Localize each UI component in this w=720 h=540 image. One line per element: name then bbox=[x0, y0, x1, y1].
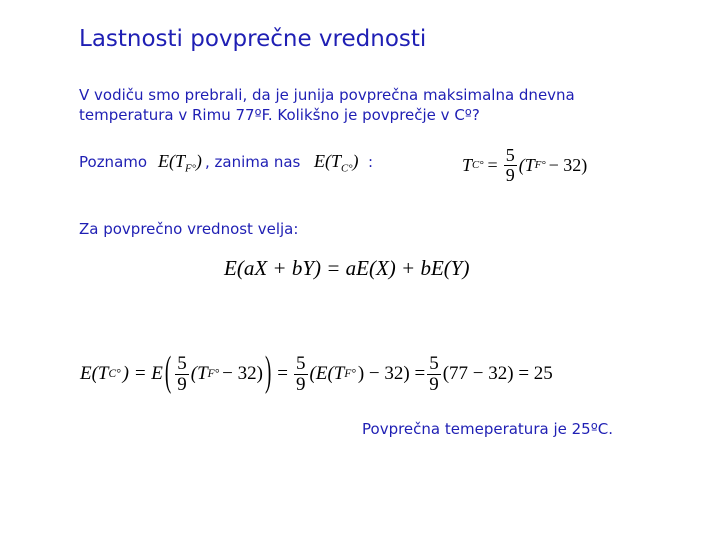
intro-line-2: temperatura v Rimu 77ºF. Kolikšno je povprečje v Cº? bbox=[79, 106, 480, 124]
conversion-eq: = bbox=[487, 154, 498, 175]
calc-fraction-3 bbox=[427, 354, 441, 395]
calc-open-paren: ( bbox=[164, 349, 172, 396]
conclusion: Povprečna temeperatura je 25ºC. bbox=[362, 420, 614, 438]
wanted-sub: C° bbox=[341, 162, 353, 175]
known-close: ) bbox=[195, 151, 202, 171]
conversion-formula bbox=[462, 146, 587, 185]
calc-part-7: ) − 32) = bbox=[357, 363, 426, 384]
calc-frac-2-num: 5 bbox=[296, 352, 306, 374]
calc-fraction-1 bbox=[175, 354, 189, 395]
known-text: E(T bbox=[158, 151, 185, 171]
calc-part-6: (E(T bbox=[309, 363, 345, 384]
calc-part-1: E(T bbox=[80, 363, 109, 384]
calc-part-2: ) = E bbox=[122, 363, 163, 384]
calc-frac-3-num: 5 bbox=[429, 352, 439, 374]
known-label: Poznamo bbox=[79, 153, 148, 171]
calc-fraction-2 bbox=[294, 354, 308, 395]
conversion-rhs-sub: F° bbox=[534, 159, 546, 172]
calc-frac-1-den: 9 bbox=[177, 373, 187, 395]
conversion-frac-den: 9 bbox=[505, 164, 515, 185]
calc-part-6-sub: F° bbox=[344, 368, 356, 380]
calc-frac-2-den: 9 bbox=[296, 373, 306, 395]
conversion-rhs-end: − 32) bbox=[548, 154, 588, 175]
property-label: Za povprečno vrednost velja: bbox=[79, 220, 299, 238]
calc-part-5: = bbox=[277, 363, 289, 384]
colon: : bbox=[368, 153, 374, 171]
wanted-formula bbox=[314, 151, 359, 175]
linearity-formula: E(aX + bY) = aE(X) + bE(Y) bbox=[224, 256, 470, 280]
calc-part-1-sub: C° bbox=[108, 368, 121, 380]
calc-part-4: − 32) bbox=[222, 363, 263, 384]
calc-frac-3-den: 9 bbox=[429, 373, 439, 395]
intro-line-1: V vodiču smo prebrali, da je junija povprečna maksimalna dnevna bbox=[79, 86, 575, 104]
calc-part-3-sub: F° bbox=[207, 368, 220, 380]
calculation-formula bbox=[80, 348, 553, 400]
wanted-close: ) bbox=[352, 151, 359, 171]
calc-part-3: (T bbox=[190, 363, 208, 384]
conversion-rhs: (T bbox=[518, 154, 535, 175]
conversion-lhs-sub: C° bbox=[472, 159, 484, 172]
slide-title: Lastnosti povprečne vrednosti bbox=[79, 26, 427, 52]
conversion-fraction bbox=[504, 146, 517, 185]
calc-frac-1-num: 5 bbox=[177, 352, 187, 374]
wanted-text: E(T bbox=[314, 151, 341, 171]
calc-close-paren: ) bbox=[264, 349, 272, 396]
conversion-lhs: T bbox=[462, 154, 473, 175]
conversion-frac-num: 5 bbox=[505, 145, 515, 165]
calc-part-8: (77 − 32) = 25 bbox=[442, 363, 553, 384]
known-formula bbox=[158, 151, 202, 175]
known-sub: F° bbox=[185, 162, 196, 175]
interest-label: , zanima nas bbox=[205, 153, 301, 171]
